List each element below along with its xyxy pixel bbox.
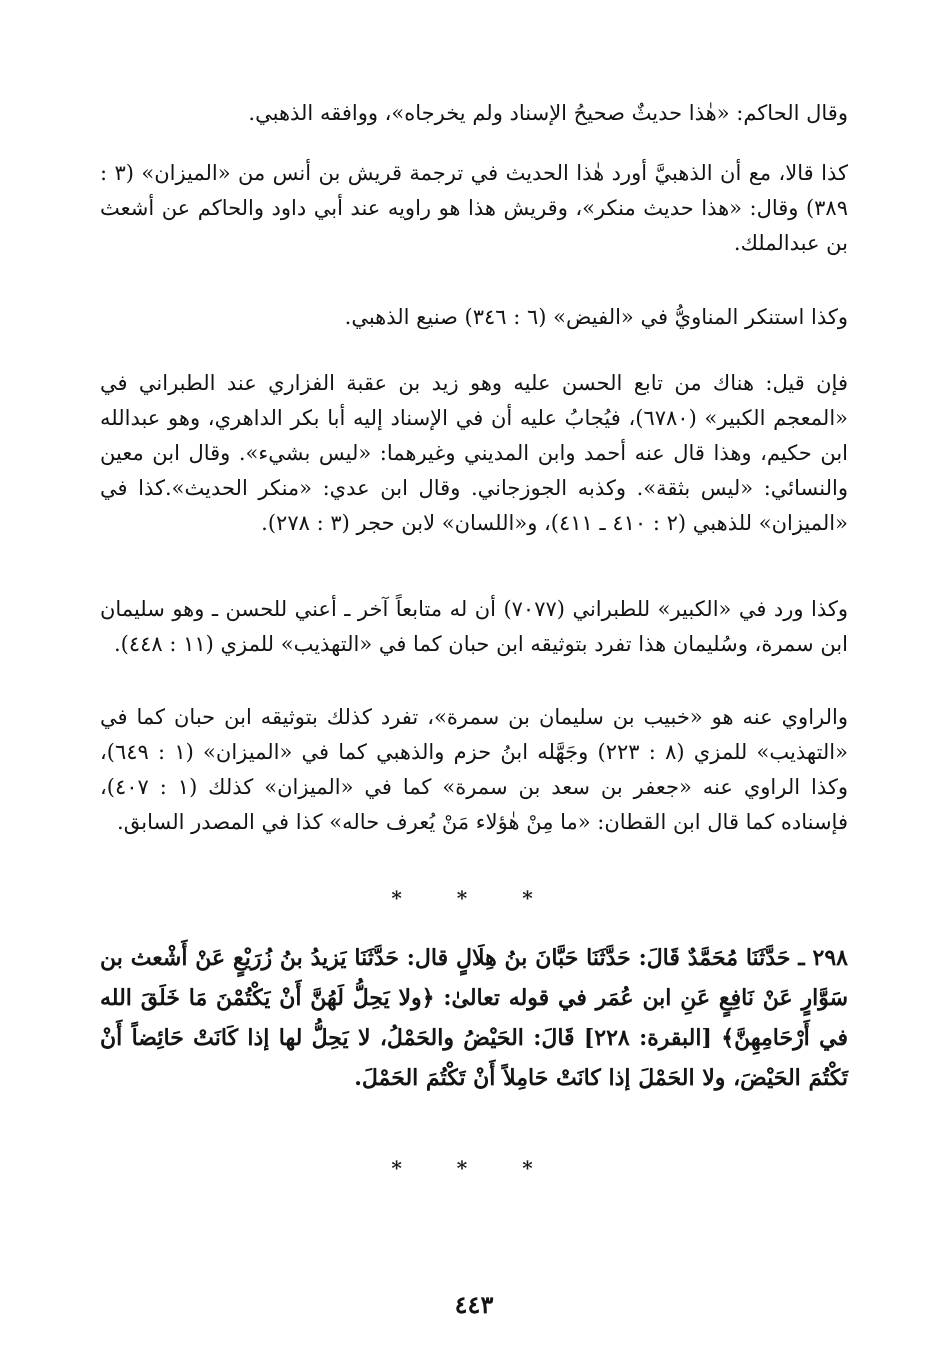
paragraph-tabarani-objection: فإن قيل: هناك من تابع الحسن عليه وهو زيد بن عقبة الفزاري عند الطبراني في «المعجم الكبير» (٦٧٨٠)، فيُجابُ عليه أن في الإسناد إليه أبا بكر الداهري، وهو عبدالله ابن حكيم، وهذا قال عنه أحمد وابن المديني وغيرهما: «ليس بشيء». وقال ابن معين والنسائي: «ليس بثقة». وكذبه الجوزجاني. وقال ابن عدي: «منكر الحديث».كذا في «الميزان» للذهبي (٢ : ٤١٠ ـ ٤١١)، و«اللسان» لابن حجر (٣ : ٢٧٨). [100,371,848,535]
paragraph-sulaiman-samura: وكذا ورد في «الكبير» للطبراني (٧٠٧٧) أن له متابعاً آخر ـ أعني للحسن ـ وهو سليمان ابن سمرة، وسُليمان هذا تفرد بتوثيقه ابن حبان كما في «التهذيب» للمزي (١١ : ٤٤٨). [100,597,848,656]
page-number: ٤٤٣ [454,1290,494,1319]
section-separator: * * * [391,886,557,910]
paragraph-mizan-critique: كذا قالا، مع أن الذهبيَّ أورد هٰذا الحديث في ترجمة قريش بن أنس من «الميزان» (٣ : ٣٨٩) وقال: «هذا حديث منكر»، وقريش هذا هو راويه عند أبي داود والحاكم عن أشعث بن عبدالملك. [100,161,848,255]
hadith-298: ٢٩٨ ـ حَدَّثَنَا مُحَمَّدٌ قَالَ: حَدَّثَنَا حَبَّانَ بنُ هِلَالٍ قال: حَدَّثَنَا يَزيدُ بنُ زُرَيْعٍ عَنْ أَشْعث بن سَوَّارٍ عَنْ نَافِعٍ عَنِ ابن عُمَر في قوله تعالىٰ: ﴿ولا يَحِلُّ لَهُنَّ أَنْ يَكْتُمْنَ مَا خَلَقَ الله في أَرْحَامِهِنَّ﴾ [البقرة: ٢٢٨] قَالَ: الحَيْضُ والحَمْلُ، لا يَحِلُّ لها إذا كَانَتْ حَائِضاً أَنْ تَكْتُمَ الحَيْضَ، ولا الحَمْلَ إذا كانَتْ حَامِلاً أَنْ تَكْتُمَ الحَمْلَ. [100,945,848,1091]
paragraph-hakim-statement: وقال الحاكم: «هٰذا حديثٌ صحيحُ الإسناد ولم يخرجاه»، ووافقه الذهبي. [248,101,848,125]
paragraph-munawi: وكذا استنكر المناويُّ في «الفيض» (٦ : ٣٤٦) صنيع الذهبي. [344,305,848,329]
section-separator: * * * [391,1156,557,1180]
paragraph-khubaib-narrator: والراوي عنه هو «خبيب بن سليمان بن سمرة»، تفرد كذلك بتوثيقه ابن حبان كما في «التهذيب» للمزي (٨ : ٢٢٣) وجَهَّله ابنُ حزم والذهبي كما في «الميزان» (١ : ٦٤٩)، وكذا الراوي عنه «جعفر بن سعد بن سمرة» كما في «الميزان» كذلك (١ : ٤٠٧)، فإسناده كما قال ابن القطان: «ما مِنْ هٰؤلاء مَنْ يُعرف حاله» كذا في المصدر السابق. [100,705,848,834]
